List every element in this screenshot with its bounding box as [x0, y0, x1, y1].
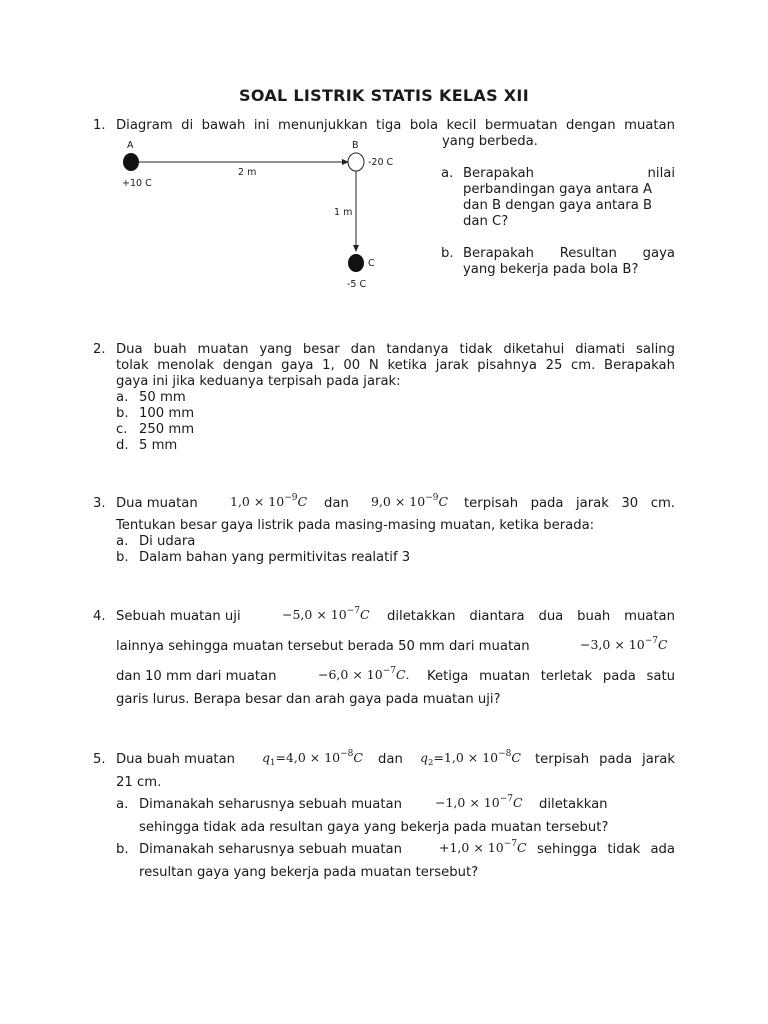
- question-text: Ketiga muatan terletak pada satu: [427, 669, 675, 684]
- sub-question-marker: b.: [116, 842, 129, 857]
- sub-question-text: perbandingan gaya antara A: [463, 182, 653, 197]
- question-number: 5.: [93, 752, 106, 767]
- ball-b-label: B: [352, 140, 359, 151]
- question-number: 1.: [93, 118, 106, 133]
- charge-expression: $9,0 \times 10^{-9}C$: [371, 493, 449, 509]
- question-text: terpisah pada jarak: [535, 752, 675, 767]
- sub-question-text: dan B dengan gaya antara B: [463, 198, 653, 213]
- sub-question-marker: a.: [116, 797, 129, 812]
- sub-question-text: sehingga tidak ada: [537, 842, 675, 857]
- ball-a-icon: [123, 153, 139, 171]
- charge-expression: $+1,0 \times 10^{-7}C$: [439, 839, 527, 855]
- question-text: garis lurus. Berapa besar dan arah gaya pada muatan uji?: [116, 692, 501, 707]
- option-marker: b.: [116, 406, 129, 421]
- ball-c-icon: [348, 254, 364, 272]
- question-text: yang berbeda.: [442, 134, 538, 149]
- question-text: tolak menolak dengan gaya 1, 00 N ketika jarak pisahnya 25 cm. Berapakah: [116, 358, 675, 373]
- question-text: lainnya sehingga muatan tersebut berada 50 mm dari muatan: [116, 639, 530, 654]
- page-title: SOAL LISTRIK STATIS KELAS XII: [239, 86, 529, 105]
- sub-question-text: resultan gaya yang bekerja pada muatan tersebut?: [139, 865, 479, 880]
- question-number: 3.: [93, 496, 106, 511]
- option-text: Di udara: [139, 534, 196, 549]
- sub-question-text: sehingga tidak ada resultan gaya yang bekerja pada muatan tersebut?: [139, 820, 609, 835]
- sub-question-text: Berapakah nilai: [463, 166, 675, 181]
- option-text: 100 mm: [139, 406, 195, 421]
- charge-expression: $q_2=1,0 \times 10^{-8}C$: [420, 749, 521, 768]
- option-text: 50 mm: [139, 390, 186, 405]
- question-text: dan 10 mm dari muatan: [116, 669, 277, 684]
- question-text: Diagram di bawah ini menunjukkan tiga bola kecil bermuatan dengan muatan: [116, 118, 675, 133]
- sub-question-text: Berapakah Resultan gaya: [463, 246, 675, 261]
- charge-expression: $-3,0 \times 10^{-7}C$: [580, 636, 668, 652]
- question-text: Tentukan besar gaya listrik pada masing-masing muatan, ketika berada:: [116, 518, 595, 533]
- question-text: gaya ini jika keduanya terpisah pada jarak:: [116, 374, 401, 389]
- charge-expression: $-1,0 \times 10^{-7}C$: [435, 794, 523, 810]
- arrow-head-icon: [353, 245, 359, 252]
- charge-expression: $-6,0 \times 10^{-7}C$.: [318, 666, 410, 682]
- sub-question-marker: a.: [441, 166, 454, 181]
- option-marker: a.: [116, 534, 129, 549]
- ball-c-label: C: [368, 258, 375, 269]
- sub-question-text: Dimanakah seharusnya sebuah muatan: [139, 842, 402, 857]
- option-text: 250 mm: [139, 422, 195, 437]
- question-number: 4.: [93, 609, 106, 624]
- question-text: terpisah pada jarak 30 cm.: [464, 496, 675, 511]
- question-text: dan: [378, 752, 403, 767]
- ball-b-charge: -20 C: [368, 157, 394, 168]
- question-text: Dua muatan: [116, 496, 198, 511]
- question-text: Dua buah muatan: [116, 752, 236, 767]
- bc-distance: 1 m: [334, 207, 353, 218]
- question-text: diletakkan diantara dua buah muatan: [387, 609, 675, 624]
- charge-expression: $q_1=4,0 \times 10^{-8}C$: [262, 749, 363, 768]
- question-text: dan: [324, 496, 349, 511]
- option-marker: d.: [116, 438, 129, 453]
- option-marker: c.: [116, 422, 128, 437]
- option-text: 5 mm: [139, 438, 178, 453]
- question-text: Dua buah muatan yang besar dan tandanya tidak diketahui diamati saling: [116, 342, 675, 357]
- question-text: 21 cm.: [116, 775, 162, 790]
- sub-question-marker: b.: [441, 246, 454, 261]
- question-text: Sebuah muatan uji: [116, 609, 241, 624]
- sub-question-text: Dimanakah seharusnya sebuah muatan: [139, 797, 402, 812]
- sub-question-text: diletakkan: [539, 797, 608, 812]
- sub-question-text: yang bekerja pada bola B?: [463, 262, 639, 277]
- charge-expression: $1,0 \times 10^{-9}C$: [230, 493, 308, 509]
- option-marker: b.: [116, 550, 129, 565]
- ball-c-charge: -5 C: [347, 279, 367, 290]
- ball-a-charge: +10 C: [122, 178, 152, 189]
- option-text: Dalam bahan yang permitivitas realatif 3: [139, 550, 411, 565]
- sub-question-text: dan C?: [463, 214, 509, 229]
- option-marker: a.: [116, 390, 129, 405]
- question-number: 2.: [93, 342, 106, 357]
- charge-expression: $-5,0 \times 10^{-7}C$: [282, 606, 370, 622]
- ball-b-icon: [348, 153, 364, 171]
- ball-a-label: A: [127, 140, 134, 151]
- ab-distance: 2 m: [238, 167, 257, 178]
